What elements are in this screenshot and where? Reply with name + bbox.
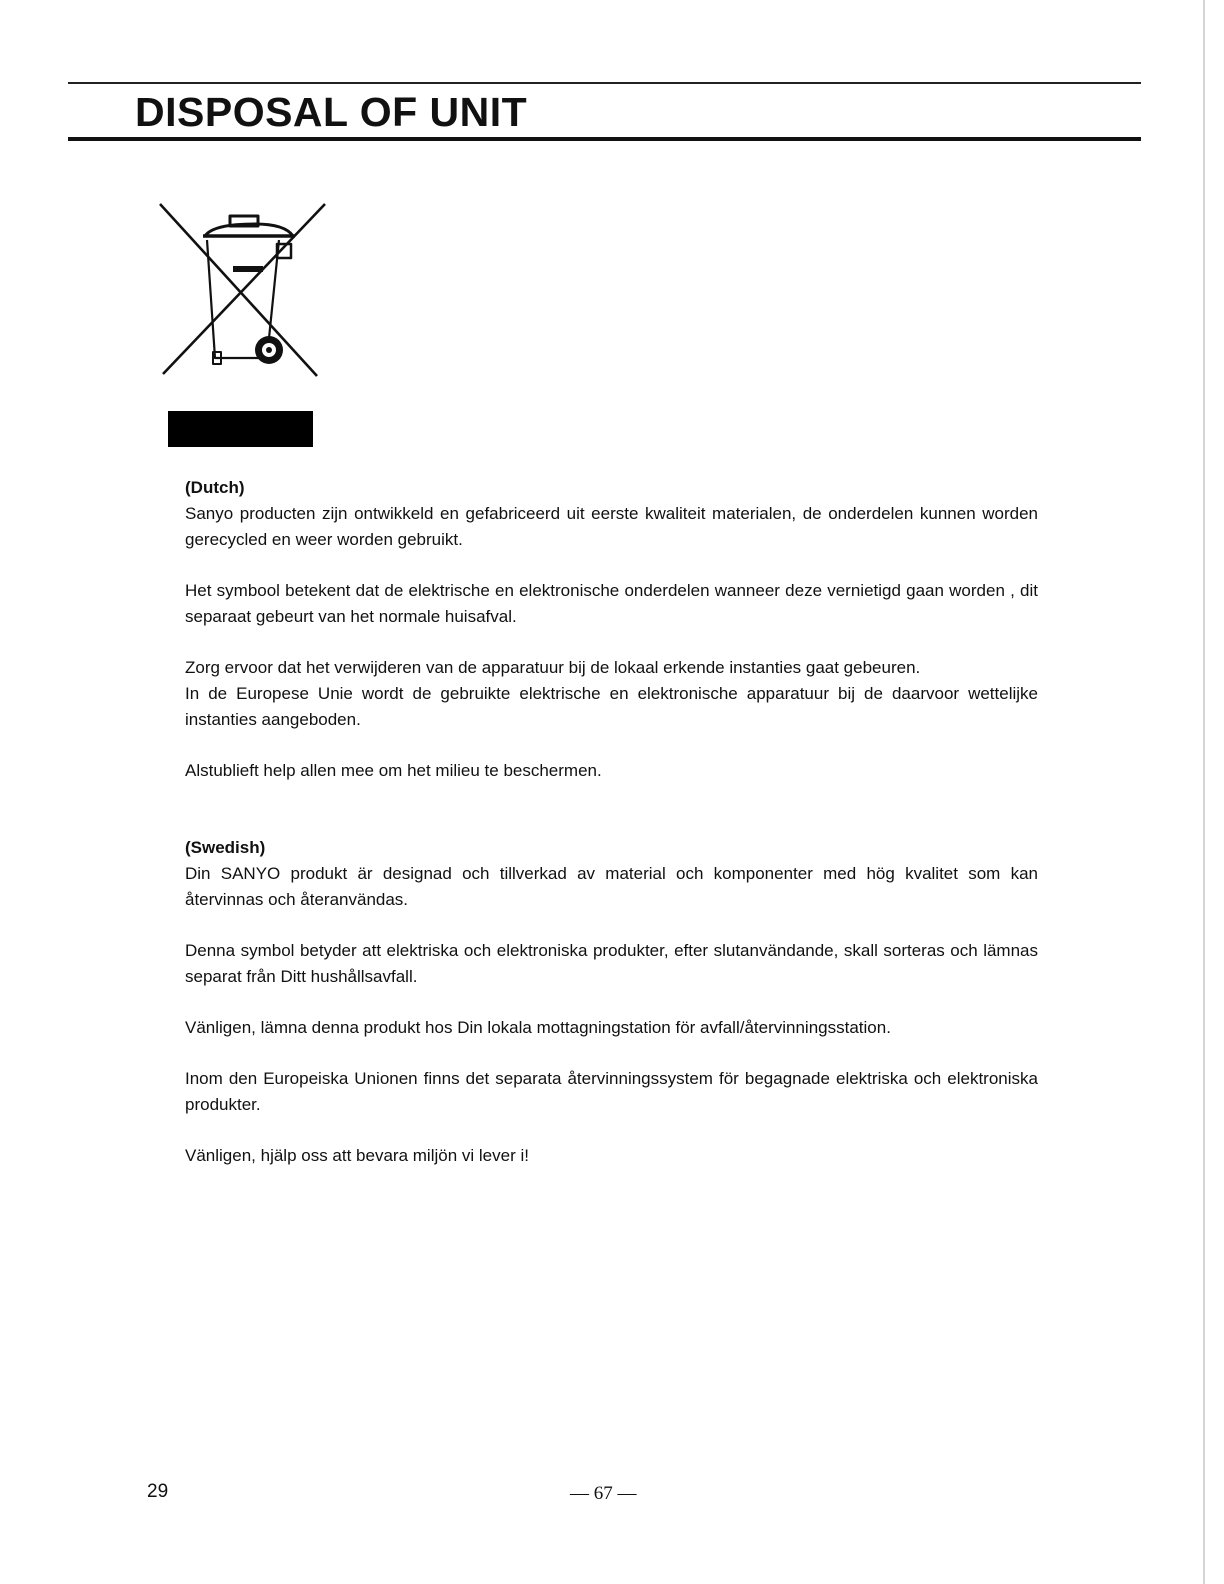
swedish-paragraph-1: Din SANYO produkt är designad och tillverkad av material och komponenter med hög kvalitet som kan återvinnas och återanvändas. [185, 864, 1038, 909]
page-number: — 67 — [570, 1483, 637, 1504]
header-rule-top [68, 82, 1141, 84]
dutch-paragraph-2: Het symbool betekent dat de elektrische en elektronische onderdelen wanneer deze vernietigd gaan worden , dit separaat gebeurt van het normale huisafval. [185, 581, 1038, 626]
footer-left-number: 29 [147, 1481, 169, 1502]
crossed-out-wheelie-bin-icon [155, 198, 330, 380]
section-spacer [185, 809, 1038, 835]
page-title: DISPOSAL OF UNIT [135, 89, 528, 135]
dutch-paragraph-3: Zorg ervoor dat het verwijderen van de apparatuur bij de lokaal erkende instanties gaat gebeuren. [185, 658, 921, 677]
symbol-black-bar [168, 411, 313, 447]
page-edge-divider [1203, 0, 1205, 1584]
swedish-paragraph-4: Inom den Europeiska Unionen finns det separata återvinningssystem för begagnade elektriska och elektroniska produkter. [185, 1069, 1038, 1114]
swedish-paragraph-2: Denna symbol betyder att elektriska och elektroniska produkter, efter slutanvändande, skall sorteras och lämnas separat från Ditt hushållsavfall. [185, 941, 1038, 986]
dutch-paragraph-4: In de Europese Unie wordt de gebruikte elektrische en elektronische apparatuur bij de daarvoor wettelijke instanties aangeboden. [185, 684, 1038, 729]
dutch-paragraph-1: Sanyo producten zijn ontwikkeld en gefabriceerd uit eerste kwaliteit materialen, de onderdelen kunnen worden gerecycled en weer worden gebruikt. [185, 504, 1038, 549]
disposal-text [185, 475, 1038, 1194]
swedish-paragraph-3: Vänligen, lämna denna produkt hos Din lokala mottagningstation för avfall/återvinningsstation. [185, 1018, 891, 1037]
dutch-paragraph-5: Alstublieft help allen mee om het milieu te beschermen. [185, 761, 602, 780]
section-heading-swedish: (Swedish) [185, 838, 266, 857]
swedish-paragraph-5: Vänligen, hjälp oss att bevara miljön vi lever i! [185, 1146, 529, 1165]
section-heading-dutch: (Dutch) [185, 478, 245, 497]
header-rule-bottom [68, 137, 1141, 141]
